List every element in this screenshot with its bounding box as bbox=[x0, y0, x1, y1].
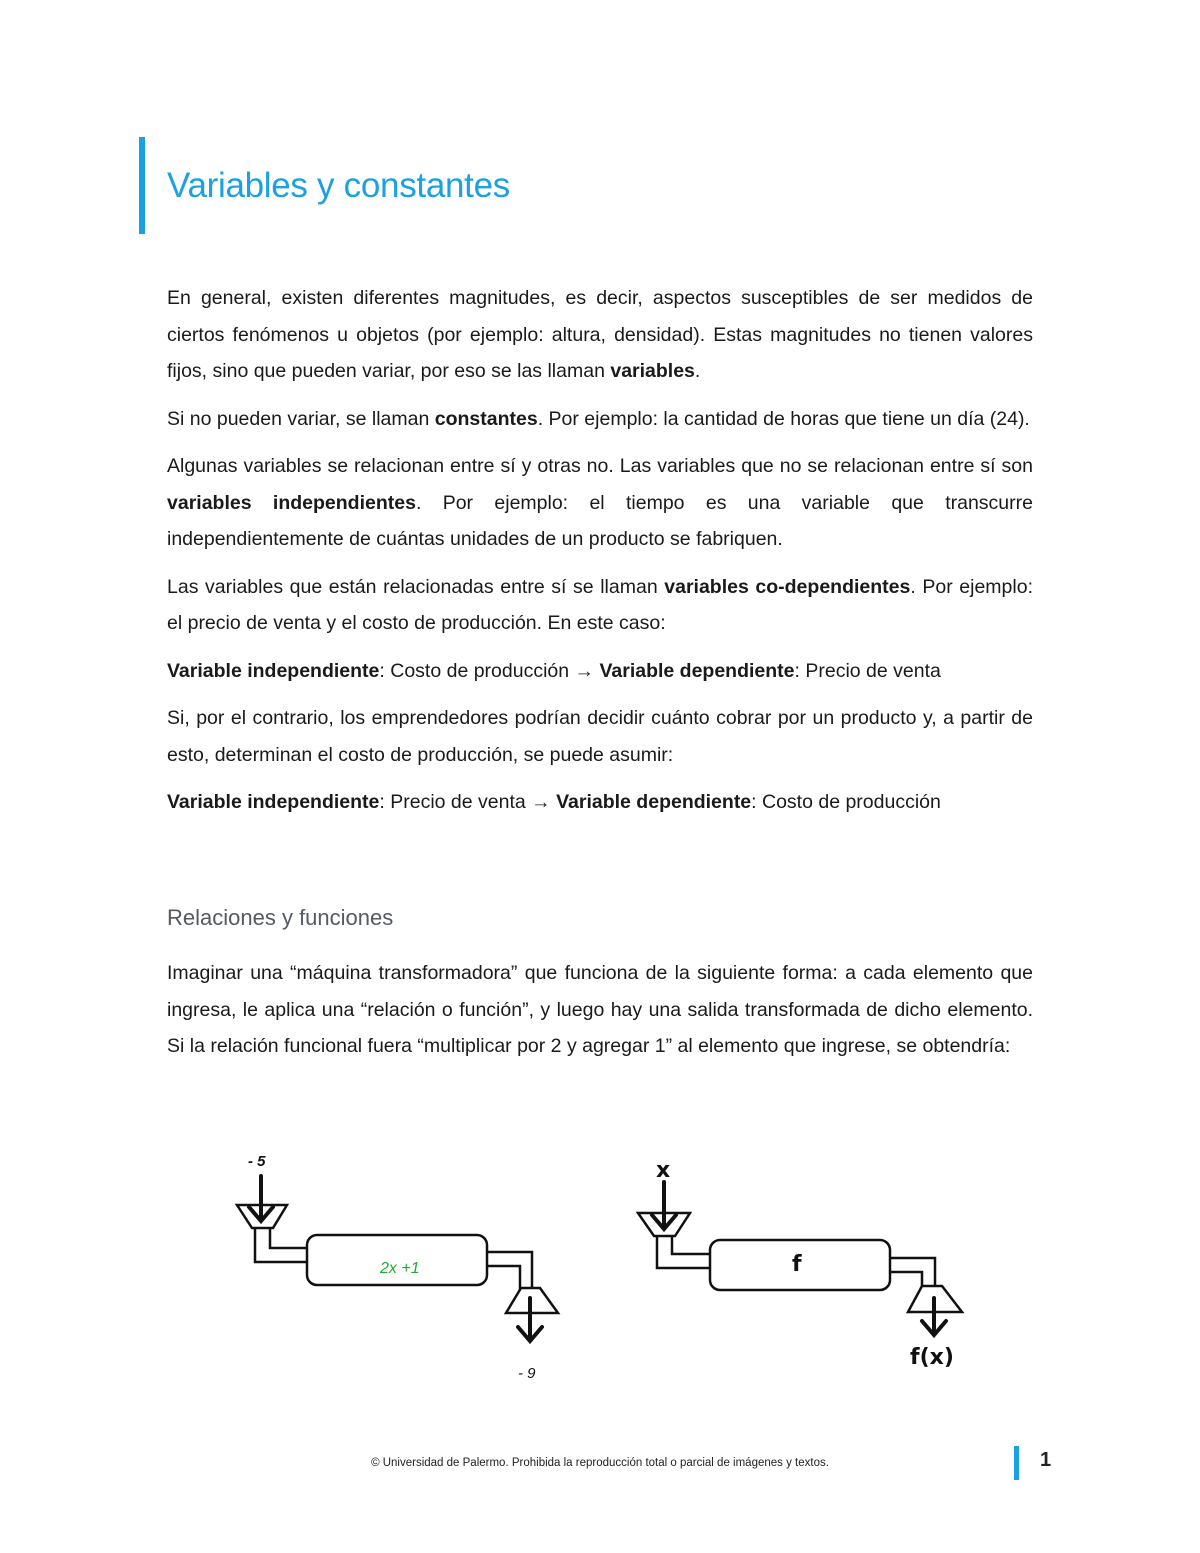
relation-line-2: Variable independiente: Precio de venta → Variable dependiente: Costo de producción bbox=[167, 791, 941, 813]
footer-copyright: © Universidad de Palermo. Prohibida la reproducción total o parcial de imágenes y textos. bbox=[371, 1457, 829, 1469]
paragraph-independientes: Algunas variables se relacionan entre sí y otras no. Las variables que no se relacionan entre sí son variables independientes. Por ejemplo: el tiempo es una variable que transcurre independientemente de cuántas unidades de un producto se fabriquen. bbox=[167, 455, 1033, 550]
paragraph-constantes: Si no pueden variar, se llaman constantes. Por ejemplo: la cantidad de horas que tiene un día (24). bbox=[167, 407, 1030, 430]
section-body bbox=[167, 955, 1033, 1065]
left-output-value: - 9 bbox=[518, 1365, 536, 1382]
right-function-label: f bbox=[792, 1252, 802, 1277]
footer-accent-bar bbox=[1014, 1446, 1019, 1480]
left-machine bbox=[237, 1205, 558, 1313]
paragraph-maquina: Imaginar una “máquina transformadora” que funciona de la siguiente forma: a cada elemento que ingresa, le aplica una “relación o función”, y luego hay una salida transformada de dicho elemento. Si la relación funcional fuera “multiplicar por 2 y agregar 1” al elemento que ingrese, se obtendría: bbox=[167, 962, 1033, 1057]
right-input-arrow bbox=[652, 1182, 676, 1229]
function-machine-diagram bbox=[220, 1140, 980, 1390]
left-input-arrow bbox=[249, 1176, 273, 1221]
section-subtitle: Relaciones y funciones bbox=[167, 905, 394, 930]
right-output-value: f(x) bbox=[910, 1345, 954, 1370]
page-number: 1 bbox=[1040, 1449, 1052, 1471]
page-title: Variables y constantes bbox=[167, 166, 510, 205]
body-text bbox=[167, 280, 1033, 832]
left-input-value: - 5 bbox=[248, 1153, 266, 1170]
paragraph-magnitudes: En general, existen diferentes magnitudes, es decir, aspectos susceptibles de ser medidos de ciertos fenómenos u objetos (por ejemplo: altura, densidad). Estas magnitudes no tienen valores fijos, sino que pueden variar, por eso se las llaman variables. bbox=[167, 287, 1033, 382]
paragraph-contrario: Si, por el contrario, los emprendedores podrían decidir cuánto cobrar por un producto y, a partir de esto, determinan el costo de producción, se puede asumir: bbox=[167, 707, 1033, 766]
arrow-right-icon: → bbox=[574, 659, 595, 682]
arrow-right-icon: → bbox=[531, 791, 551, 813]
relation-line-1: Variable independiente: Costo de producción → Variable dependiente: Precio de venta bbox=[167, 659, 941, 682]
title-accent-bar bbox=[139, 137, 145, 234]
left-function-label: 2x +1 bbox=[380, 1260, 420, 1277]
paragraph-codependientes: Las variables que están relacionadas entre sí se llaman variables co-dependientes. Por ejemplo: el precio de venta y el costo de producción. En este caso: bbox=[167, 575, 1033, 634]
right-input-value: x bbox=[656, 1158, 671, 1183]
